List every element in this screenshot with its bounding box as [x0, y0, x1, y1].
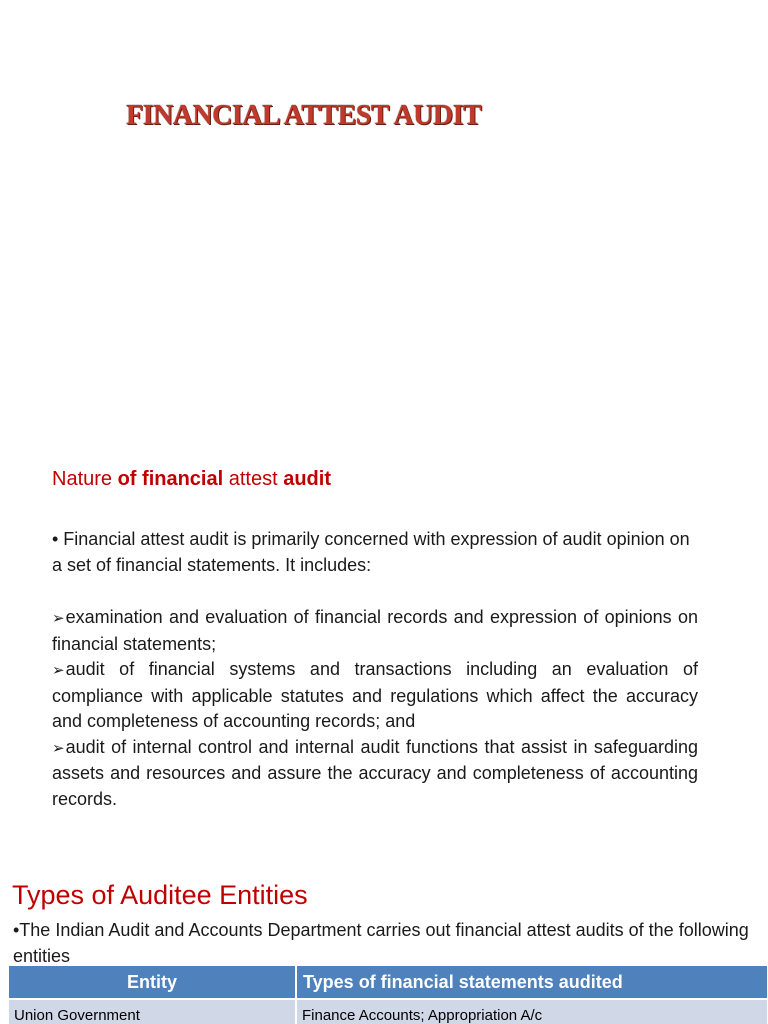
- nature-point-text: audit of internal control and internal audit functions that assist in safeguarding assets and resources and assure the accuracy and completeness of accounting records.: [52, 736, 698, 809]
- arrow-bullet-icon: ➢: [52, 610, 65, 627]
- nature-point: [52, 735, 698, 813]
- table-header-entity: Entity: [9, 966, 296, 999]
- table-cell-entity: Union Government: [9, 999, 296, 1024]
- document-title: FINANCIAL ATTEST AUDIT: [126, 100, 482, 131]
- nature-heading-part4: audit: [283, 468, 331, 490]
- nature-heading-part2: of financial: [117, 468, 224, 490]
- nature-point-text: audit of financial systems and transactions including an evaluation of compliance with applicable statutes and regulations which affect the accuracy and completeness of accounting records; and: [52, 659, 698, 731]
- table-cell-statements: Finance Accounts; Appropriation A/c: [296, 999, 768, 1024]
- nature-point: [52, 605, 698, 657]
- types-section-heading: Types of Auditee Entities: [12, 880, 308, 910]
- table-header-row: [9, 966, 768, 999]
- arrow-bullet-icon: ➢: [52, 662, 65, 679]
- nature-heading-part1: Nature: [52, 468, 118, 490]
- table-header-statement-types: Types of financial statements audited: [296, 966, 768, 999]
- nature-point-text: examination and evaluation of financial records and expression of opinions on financial statements;: [52, 607, 698, 654]
- nature-point: [52, 657, 698, 735]
- table-row: [9, 999, 768, 1024]
- nature-heading-part3: attest: [223, 468, 284, 490]
- arrow-bullet-icon: ➢: [52, 739, 65, 757]
- nature-intro-paragraph: • Financial attest audit is primarily concerned with expression of audit opinion on a set of financial statements. It includes:: [52, 529, 690, 575]
- nature-points-list: [52, 605, 698, 812]
- entity-table: [9, 966, 768, 1024]
- types-description: •The Indian Audit and Accounts Department carries out financial attest audits of the following entities: [13, 920, 749, 966]
- nature-section-heading: [52, 468, 331, 491]
